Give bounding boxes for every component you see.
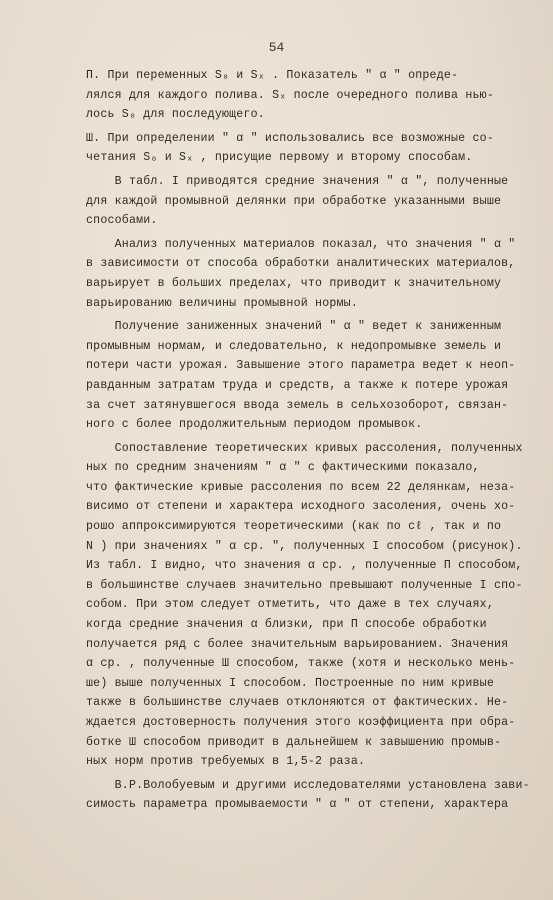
text-line: получается ряд с более значительным варьированием. Значения <box>86 637 509 651</box>
text-line: что фактические кривые рассоления по всем 22 делянкам, неза- <box>86 480 516 494</box>
text-line: рошо аппроксимируются теоретическими (как по cℓ , так и по <box>86 520 502 534</box>
text-line: четания S₀ и Sₓ , присущие первому и второму способам. <box>86 151 473 165</box>
text-line: лось S₀ для последующего. <box>86 108 265 122</box>
text-line: Ш. При определении " α " использовались все возможные со- <box>86 131 494 145</box>
text-line: для каждой промывной делянки при обработке указанными выше <box>86 194 502 208</box>
text-line: в большинстве случаев значительно превышают полученные I спо- <box>86 578 523 592</box>
text-line: Сопоставление теоретических кривых рассоления, полученных <box>86 441 523 455</box>
text-line: висимо от степени и характера исходного засоления, очень хо- <box>86 500 516 514</box>
text-line: способами. <box>86 214 158 228</box>
text-line: варьированию величины промывной нормы. <box>86 296 358 310</box>
text-line: варьирует в больших пределах, что приводит к значительному <box>86 276 502 290</box>
text-line: симость параметра промываемости " α " от степени, характера <box>86 798 509 812</box>
text-line: ботке Ш способом приводит в дальнейшем к завышению промыв- <box>86 735 502 749</box>
text-line: также в большинстве случаев отклоняются от фактических. Не- <box>86 696 509 710</box>
text-line: Получение заниженных значений " α " ведет к заниженным <box>86 320 502 334</box>
text-line: равданным затратам труда и средств, а также к потере урожая <box>86 378 509 392</box>
text-line: когда средние значения α близки, при П способе обработки <box>86 618 487 632</box>
text-line: ного с более продолжительным периодом промывок. <box>86 418 423 432</box>
body-text <box>86 66 553 815</box>
text-line: В табл. I приводятся средние значения " α ", полученные <box>86 174 509 188</box>
page-number: 54 <box>268 40 285 55</box>
text-line: ше) выше полученных I способом. Построенные по ним кривые <box>86 676 494 690</box>
text-line: N ) при значениях " α ср. ", полученных I способом (рисунок). <box>86 539 523 553</box>
text-line: потери части урожая. Завышение этого параметра ведет к неоп- <box>86 359 516 373</box>
text-line: в зависимости от способа обработки аналитических материалов, <box>86 257 516 271</box>
text-line: промывным нормам, и следовательно, к недопромывке земель и <box>86 339 502 353</box>
text-line: Из табл. I видно, что значения α ср. , полученные П способом, <box>86 559 523 573</box>
text-line: Анализ полученных материалов показал, что значения " α " <box>86 237 516 251</box>
text-line: α ср. , полученные Ш способом, также (хотя и несколько мень- <box>86 657 516 671</box>
text-line: ждается достоверность получения этого коэффициента при обра- <box>86 716 516 729</box>
text-line: лялся для каждого полива. Sₓ после очередного полива нью- <box>86 88 494 102</box>
text-line: за счет затянувшегося ввода земель в сельхозоборот, связан- <box>86 398 509 412</box>
text-line: собом. При этом следует отметить, что даже в тех случаях, <box>86 598 494 612</box>
text-line: ных по средним значениям " α " с фактическими показало, <box>86 461 480 475</box>
page-stain <box>60 858 100 866</box>
text-line: ных норм против требуемых в 1,5-2 раза. <box>86 755 366 769</box>
text-line: П. При переменных S₀ и Sₓ . Показатель " α " опреде- <box>86 69 459 82</box>
text-line: В.Р.Волобуевым и другими исследователями установлена зави- <box>86 778 530 792</box>
